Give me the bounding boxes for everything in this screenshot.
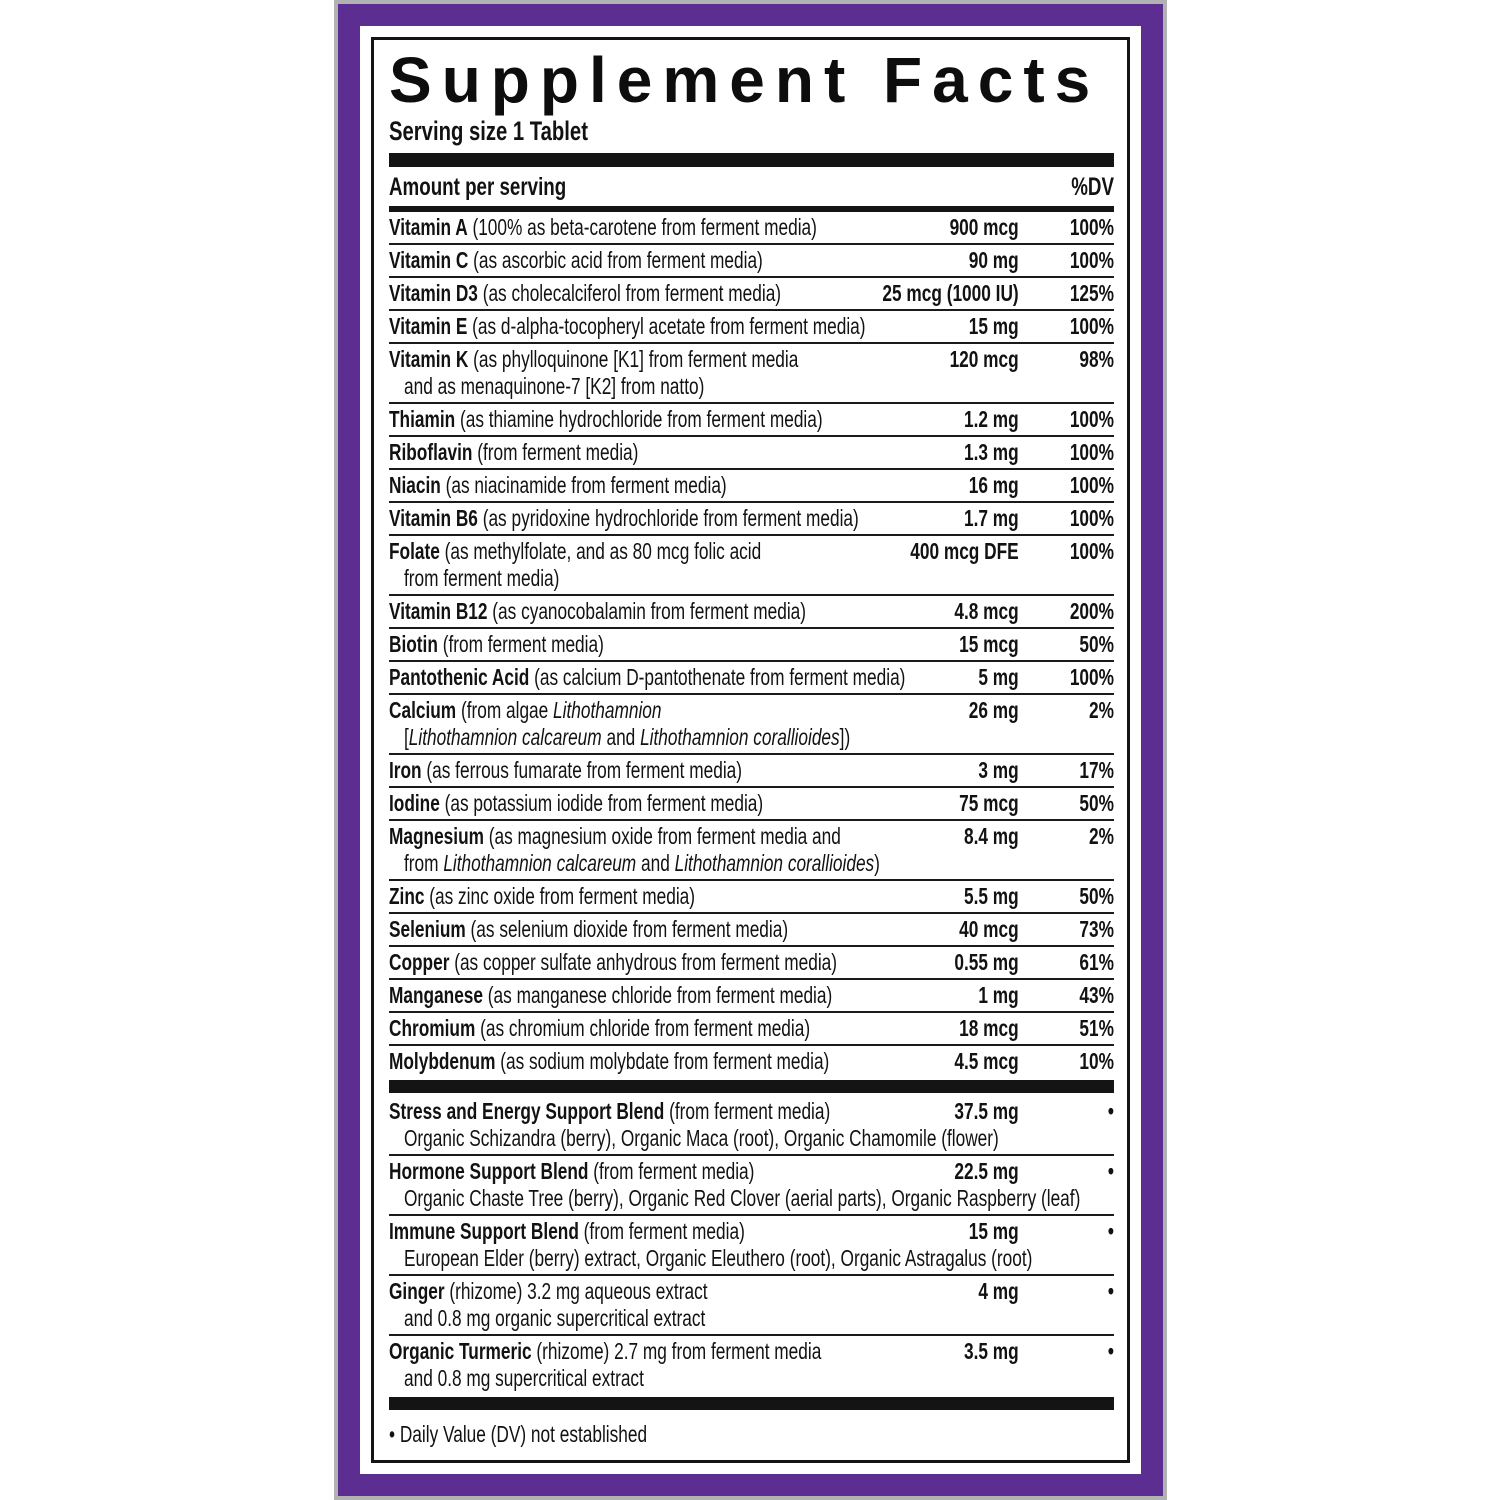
nutrient-name: Vitamin B6 [389, 505, 478, 531]
botanical-continuation: and 0.8 mg supercritical extract [404, 1365, 644, 1391]
nutrient-name: Riboflavin [389, 439, 473, 465]
dv-value: 100% [1069, 247, 1114, 273]
botanical-row [389, 1274, 1114, 1334]
nutrient-row-main [389, 280, 1114, 307]
dv-value: 61% [1079, 949, 1114, 975]
column-header-amount: Amount per serving [389, 173, 567, 201]
botanical-desc: (from ferment media) [583, 1218, 745, 1244]
nutrient-row [389, 534, 1114, 594]
label-white-margin [360, 26, 1141, 1474]
nutrient-name: Calcium [389, 697, 457, 723]
amount-value: 900 mcg [949, 214, 1019, 240]
nutrient-desc: (as selenium dioxide from ferment media) [470, 916, 789, 942]
nutrient-row [389, 501, 1114, 534]
dv-value: 100% [1069, 472, 1114, 498]
dv-bullet: • [1107, 1158, 1114, 1184]
nutrient-name: Copper [389, 949, 450, 975]
nutrient-name: Pantothenic Acid [389, 664, 530, 690]
dv-value: 73% [1079, 916, 1114, 942]
nutrient-name: Folate [389, 538, 440, 564]
dv-bullet: • [1107, 1098, 1114, 1124]
nutrient-desc: (as calcium D-pantothenate from ferment media) [534, 664, 906, 690]
amount-value: 400 mcg DFE [910, 538, 1019, 564]
botanical-row-main [389, 1158, 1114, 1185]
dv-value: 100% [1069, 439, 1114, 465]
botanical-name: Ginger [389, 1278, 445, 1304]
nutrient-desc: (as phylloquinone [K1] from ferment media [473, 346, 799, 372]
dv-value: 2% [1089, 823, 1114, 849]
nutrient-row-main [389, 406, 1114, 433]
nutrient-row [389, 342, 1114, 402]
botanical-row-main [389, 1278, 1114, 1305]
nutrient-row [389, 594, 1114, 627]
nutrient-desc: (as zinc oxide from ferment media) [429, 883, 696, 909]
botanical-row [389, 1096, 1114, 1154]
dv-value: 125% [1069, 280, 1114, 306]
amount-value: 40 mcg [959, 916, 1019, 942]
dv-value: 10% [1079, 1048, 1114, 1074]
botanical-row-main [389, 1098, 1114, 1125]
amount-value: 5 mg [978, 664, 1019, 690]
dv-bullet: • [1107, 1338, 1114, 1364]
nutrient-name: Biotin [389, 631, 438, 657]
nutrient-row [389, 468, 1114, 501]
botanical-row [389, 1214, 1114, 1274]
dv-value: 50% [1079, 790, 1114, 816]
dv-value: 51% [1079, 1015, 1114, 1041]
amount-value: 8.4 mg [963, 823, 1019, 849]
amount-value: 75 mcg [959, 790, 1019, 816]
nutrient-row [389, 402, 1114, 435]
amount-value: 4 mg [978, 1278, 1019, 1304]
nutrient-row-main [389, 247, 1114, 274]
nutrient-name: Manganese [389, 982, 484, 1008]
nutrient-row-main [389, 313, 1114, 340]
nutrient-row [389, 435, 1114, 468]
botanical-name: Stress and Energy Support Blend [389, 1098, 665, 1124]
nutrient-desc: (as cyanocobalamin from ferment media) [492, 598, 807, 624]
nutrient-desc: (100% as beta-carotene from ferment media) [472, 214, 817, 240]
nutrient-row [389, 879, 1114, 912]
botanical-desc: (from ferment media) [593, 1158, 755, 1184]
nutrient-row [389, 309, 1114, 342]
amount-value: 0.55 mg [954, 949, 1019, 975]
dv-value: 200% [1069, 598, 1114, 624]
nutrient-desc: (as potassium iodide from ferment media) [444, 790, 764, 816]
nutrient-row-main [389, 697, 1114, 724]
amount-value: 1 mg [978, 982, 1019, 1008]
amount-value: 4.8 mcg [954, 598, 1019, 624]
column-header-row [389, 167, 1114, 206]
nutrient-row [389, 912, 1114, 945]
dv-value: 100% [1069, 538, 1114, 564]
supplement-label-frame [334, 0, 1167, 1500]
nutrient-row-main [389, 949, 1114, 976]
amount-value: 5.5 mg [963, 883, 1019, 909]
supplement-facts-panel [371, 37, 1130, 1463]
dv-bullet: • [1107, 1278, 1114, 1304]
supplement-facts-title: Supplement Facts [389, 44, 1101, 116]
botanical-row [389, 1154, 1114, 1214]
nutrient-continuation: [Lithothamnion calcareum and Lithothamnion corallioides]) [404, 724, 851, 750]
nutrient-desc: (as magnesium oxide from ferment media and [488, 823, 841, 849]
nutrient-row [389, 693, 1114, 753]
dv-value: 100% [1069, 313, 1114, 339]
nutrient-continuation: from ferment media) [404, 565, 560, 591]
nutrient-desc: (as ferrous fumarate from ferment media) [426, 757, 743, 783]
amount-value: 18 mcg [959, 1015, 1019, 1041]
nutrient-name: Chromium [389, 1015, 476, 1041]
nutrient-name: Magnesium [389, 823, 484, 849]
dv-value: 2% [1089, 697, 1114, 723]
amount-value: 15 mcg [959, 631, 1019, 657]
nutrient-desc: (as methylfolate, and as 80 mcg folic acid [444, 538, 762, 564]
botanical-name: Immune Support Blend [389, 1218, 579, 1244]
nutrient-desc: (from ferment media) [442, 631, 604, 657]
nutrient-continuation: and as menaquinone-7 [K2] from natto) [404, 373, 705, 399]
nutrient-row-main [389, 757, 1114, 784]
amount-value: 26 mg [968, 697, 1019, 723]
botanical-continuation: European Elder (berry) extract, Organic Eleuthero (root), Organic Astragalus (root) [404, 1245, 1033, 1271]
nutrient-row [389, 276, 1114, 309]
nutrient-row-main [389, 505, 1114, 532]
amount-value: 1.7 mg [963, 505, 1019, 531]
dv-value: 98% [1079, 346, 1114, 372]
nutrient-continuation: from Lithothamnion calcareum and Lithothamnion corallioides) [404, 850, 880, 876]
nutrient-row [389, 819, 1114, 879]
column-header-dv: %DV [1071, 173, 1114, 201]
serving-size: Serving size 1 Tablet [389, 116, 588, 146]
botanical-desc: (from ferment media) [669, 1098, 831, 1124]
nutrient-row-main [389, 1015, 1114, 1042]
botanical-desc: (rhizome) 3.2 mg aqueous extract [449, 1278, 708, 1304]
botanical-list [389, 1096, 1114, 1394]
botanical-row [389, 1334, 1114, 1394]
botanical-name: Hormone Support Blend [389, 1158, 589, 1184]
nutrient-desc: (as sodium molybdate from ferment media) [500, 1048, 830, 1074]
nutrient-desc: (from ferment media) [477, 439, 639, 465]
nutrient-row-main [389, 1048, 1114, 1075]
nutrient-desc: (as ascorbic acid from ferment media) [473, 247, 763, 273]
amount-value: 3.5 mg [963, 1338, 1019, 1364]
nutrient-row [389, 786, 1114, 819]
amount-value: 22.5 mg [954, 1158, 1019, 1184]
nutrient-desc: (as chromium chloride from ferment media) [480, 1015, 811, 1041]
dv-value: 43% [1079, 982, 1114, 1008]
dv-value: 50% [1079, 631, 1114, 657]
nutrient-name: Vitamin C [389, 247, 469, 273]
nutrient-name: Vitamin A [389, 214, 468, 240]
nutrient-row-main [389, 790, 1114, 817]
nutrient-name: Zinc [389, 883, 425, 909]
amount-value: 120 mcg [949, 346, 1019, 372]
nutrient-list [389, 212, 1114, 1077]
nutrient-desc: (from algae Lithothamnion [460, 697, 662, 723]
divider-thick-blends [389, 1080, 1114, 1093]
amount-value: 3 mg [978, 757, 1019, 783]
amount-value: 90 mg [968, 247, 1019, 273]
botanical-desc: (rhizome) 2.7 mg from ferment media [536, 1338, 822, 1364]
nutrient-row [389, 660, 1114, 693]
amount-value: 15 mg [968, 313, 1019, 339]
nutrient-row [389, 945, 1114, 978]
amount-value: 4.5 mcg [954, 1048, 1019, 1074]
nutrient-desc: (as manganese chloride from ferment media) [487, 982, 833, 1008]
nutrient-name: Thiamin [389, 406, 456, 432]
nutrient-row [389, 243, 1114, 276]
nutrient-desc: (as copper sulfate anhydrous from ferment media) [454, 949, 838, 975]
dv-value: 17% [1079, 757, 1114, 783]
nutrient-desc: (as pyridoxine hydrochloride from ferment media) [482, 505, 859, 531]
nutrient-row-main [389, 916, 1114, 943]
nutrient-row-main [389, 823, 1114, 850]
nutrient-name: Molybdenum [389, 1048, 496, 1074]
botanical-row-main [389, 1218, 1114, 1245]
nutrient-name: Niacin [389, 472, 441, 498]
amount-value: 1.2 mg [963, 406, 1019, 432]
botanical-continuation: and 0.8 mg organic supercritical extract [404, 1305, 706, 1331]
amount-value: 37.5 mg [954, 1098, 1019, 1124]
nutrient-name: Iodine [389, 790, 440, 816]
nutrient-row-main [389, 538, 1114, 565]
nutrient-row-main [389, 472, 1114, 499]
nutrient-row [389, 1011, 1114, 1044]
nutrient-name: Vitamin E [389, 313, 468, 339]
nutrient-row [389, 1044, 1114, 1077]
nutrient-name: Vitamin D3 [389, 280, 478, 306]
amount-value: 15 mg [968, 1218, 1019, 1244]
dv-value: 50% [1079, 883, 1114, 909]
nutrient-row [389, 753, 1114, 786]
nutrient-name: Vitamin B12 [389, 598, 488, 624]
botanical-continuation: Organic Chaste Tree (berry), Organic Red Clover (aerial parts), Organic Raspberry (leaf) [404, 1185, 1081, 1211]
footnote-dv-not-established: • Daily Value (DV) not established [389, 1421, 648, 1447]
nutrient-row [389, 627, 1114, 660]
nutrient-desc: (as niacinamide from ferment media) [445, 472, 727, 498]
nutrient-desc: (as cholecalciferol from ferment media) [482, 280, 782, 306]
nutrient-row-main [389, 982, 1114, 1009]
amount-value: 16 mg [968, 472, 1019, 498]
nutrient-row-main [389, 883, 1114, 910]
facts-body [389, 116, 1114, 1460]
nutrient-row-main [389, 598, 1114, 625]
botanical-name: Organic Turmeric [389, 1338, 532, 1364]
nutrient-row-main [389, 439, 1114, 466]
nutrient-row-main [389, 664, 1114, 691]
dv-value: 100% [1069, 505, 1114, 531]
nutrient-name: Vitamin K [389, 346, 469, 372]
amount-value: 25 mcg (1000 IU) [882, 280, 1019, 306]
nutrient-name: Selenium [389, 916, 466, 942]
botanical-continuation: Organic Schizandra (berry), Organic Maca (root), Organic Chamomile (flower) [404, 1125, 999, 1151]
dv-bullet: • [1107, 1218, 1114, 1244]
divider-thick-bottom [389, 1397, 1114, 1410]
divider-thick-top [389, 153, 1114, 167]
dv-value: 100% [1069, 406, 1114, 432]
dv-value: 100% [1069, 664, 1114, 690]
nutrient-row [389, 978, 1114, 1011]
nutrient-row-main [389, 346, 1114, 373]
nutrient-row-main [389, 631, 1114, 658]
nutrient-desc: (as d-alpha-tocopheryl acetate from ferment media) [472, 313, 866, 339]
nutrient-name: Iron [389, 757, 422, 783]
amount-value: 1.3 mg [963, 439, 1019, 465]
nutrient-desc: (as thiamine hydrochloride from ferment media) [459, 406, 823, 432]
botanical-row-main [389, 1338, 1114, 1365]
dv-value: 100% [1069, 214, 1114, 240]
nutrient-row [389, 212, 1114, 243]
nutrient-row-main [389, 214, 1114, 241]
